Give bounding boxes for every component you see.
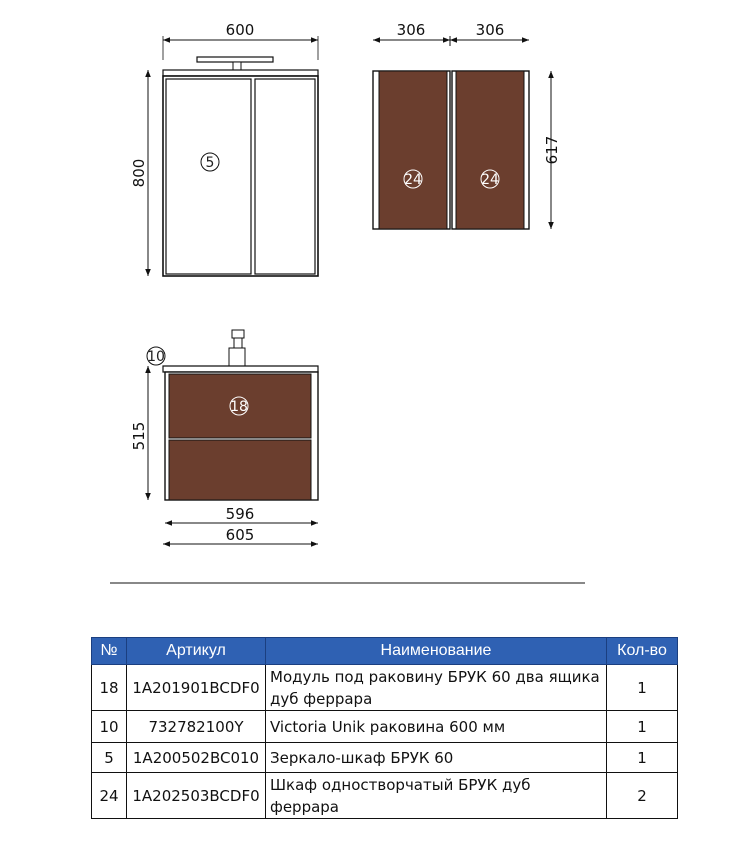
table-row — [92, 743, 678, 773]
svg-text:596: 596 — [225, 505, 255, 523]
table-row — [92, 665, 678, 711]
dim-mirror-width — [163, 21, 318, 60]
vanity-unit — [147, 330, 318, 500]
dim-pencil-widths — [373, 21, 529, 46]
row-no: 24 — [92, 773, 127, 819]
header-no: № — [92, 638, 127, 665]
row-no: 18 — [92, 665, 127, 711]
table-row — [92, 711, 678, 743]
row-article: 1A201901BCDF0 — [127, 665, 266, 711]
mirror-lamp — [197, 57, 273, 62]
row-qty: 1 — [607, 743, 678, 773]
svg-text:800: 800 — [130, 158, 148, 188]
header-article: Артикул — [127, 638, 266, 665]
row-no: 10 — [92, 711, 127, 743]
pencil-door-right — [456, 71, 524, 229]
pencil-right-callout: 24 — [481, 172, 499, 188]
row-qty: 2 — [607, 773, 678, 819]
dim-vanity-widths — [163, 505, 318, 544]
sink-top — [163, 366, 318, 372]
row-name: Шкаф одностворчатый БРУК дуб феррара — [266, 773, 607, 819]
row-article: 1A202503BCDF0 — [127, 773, 266, 819]
pencil-door-left — [379, 71, 447, 229]
row-name: Зеркало-шкаф БРУК 60 — [266, 743, 607, 773]
table-row — [92, 773, 678, 819]
row-qty: 1 — [607, 711, 678, 743]
svg-text:617: 617 — [543, 135, 561, 165]
drawer-bottom — [169, 440, 311, 500]
table-header-row — [92, 638, 678, 665]
svg-text:306: 306 — [396, 21, 426, 39]
header-name: Наименование — [266, 638, 607, 665]
svg-text:306: 306 — [475, 21, 505, 39]
mirror-callout: 5 — [205, 155, 215, 171]
sink-callout: 10 — [147, 349, 165, 365]
pencil-left-callout: 24 — [404, 172, 422, 188]
dim-vanity-height — [130, 366, 148, 500]
header-qty: Кол-во — [607, 638, 678, 665]
vanity-callout: 18 — [230, 399, 248, 415]
row-no: 5 — [92, 743, 127, 773]
pencil-cabinets — [373, 71, 529, 229]
svg-text:600: 600 — [225, 21, 255, 39]
specification-table — [91, 637, 678, 819]
row-qty: 1 — [607, 665, 678, 711]
svg-text:605: 605 — [225, 526, 255, 544]
row-article: 732782100Y — [127, 711, 266, 743]
row-name: Модуль под раковину БРУК 60 два ящика дуб феррара — [266, 665, 607, 711]
dim-pencil-height — [543, 71, 561, 229]
svg-text:515: 515 — [130, 421, 148, 451]
mirror-cabinet — [163, 57, 318, 276]
row-article: 1A200502BC010 — [127, 743, 266, 773]
faucet — [232, 330, 244, 338]
dim-mirror-height — [130, 70, 148, 276]
row-name: Victoria Unik раковина 600 мм — [266, 711, 607, 743]
